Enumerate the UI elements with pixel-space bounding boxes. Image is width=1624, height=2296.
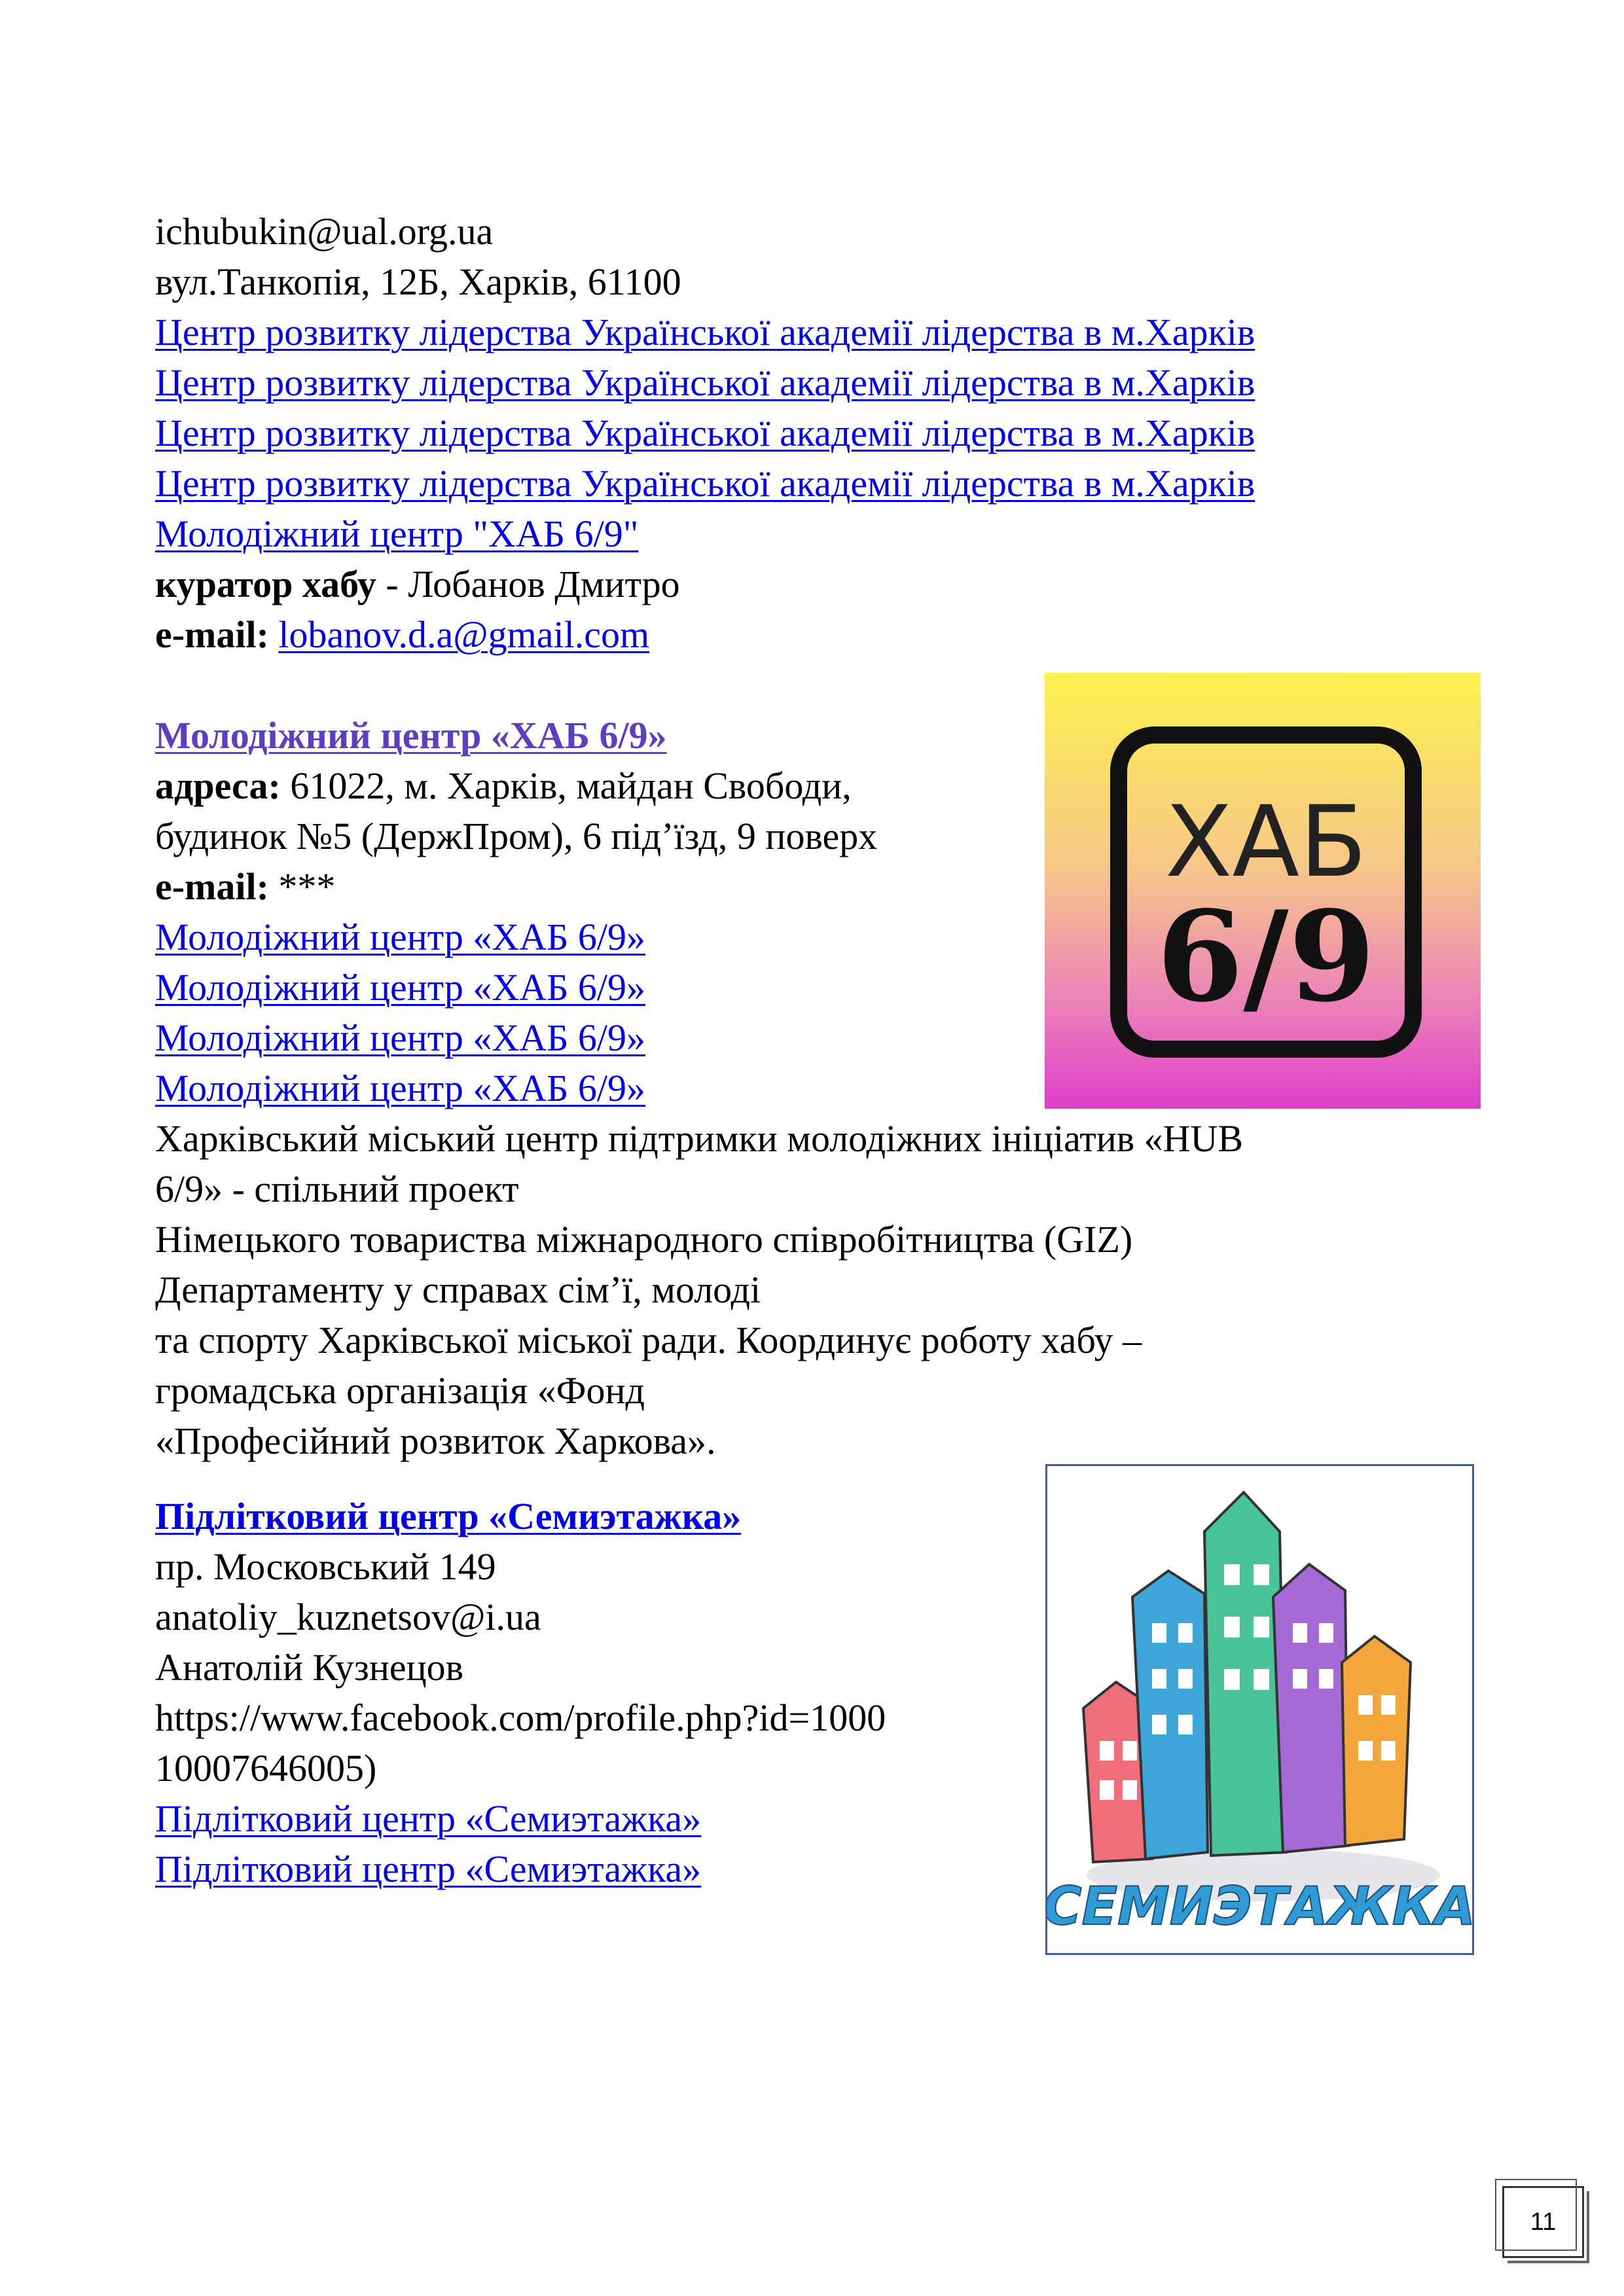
hub-description-line: Німецького товариства міжнародного співробітництва (GIZ) bbox=[155, 1218, 1133, 1261]
hub-address-label: адреса: bbox=[155, 764, 281, 807]
teen-center-url-line2: 10007646005) bbox=[155, 1747, 377, 1789]
hub-email-label: e-mail: bbox=[155, 865, 269, 908]
teen-center-email: anatoliy_kuznetsov@i.ua bbox=[155, 1596, 541, 1638]
hub-address-value: 61022, м. Харків, майдан Свободи, bbox=[280, 764, 852, 807]
hub-description-line: «Професійний розвиток Харкова». bbox=[155, 1420, 716, 1462]
hub-description-line: громадська організація «Фонд bbox=[155, 1369, 645, 1412]
teen-center-title: Підлітковий центр «Семиэтажка» bbox=[155, 1495, 742, 1537]
curator-label: куратор хабу bbox=[155, 563, 376, 605]
hub-description-line: та спорту Харківської міської ради. Координує роботу хабу – bbox=[155, 1319, 1142, 1361]
teen-center-url-line1: https://www.facebook.com/profile.php?id=1000 bbox=[155, 1696, 886, 1739]
hub-email-line bbox=[155, 862, 335, 912]
teen-center-address: пр. Московський 149 bbox=[155, 1545, 496, 1588]
teen-center-person: Анатолій Кузнецов bbox=[155, 1646, 464, 1689]
hub-title-link[interactable] bbox=[155, 714, 667, 757]
leadership-center-link[interactable]: Центр розвитку лідерства Української академії лідерства в м.Харків bbox=[155, 462, 1255, 505]
hub-title: Молодіжний центр «ХАБ 6/9» bbox=[155, 714, 667, 757]
hub-link[interactable]: Молодіжний центр «ХАБ 6/9» bbox=[155, 1016, 646, 1059]
teen-center-logo bbox=[1045, 1464, 1474, 1955]
hub-description-line: 6/9» - спільний проект bbox=[155, 1168, 519, 1210]
hub-link[interactable]: Молодіжний центр «ХАБ 6/9» bbox=[155, 966, 646, 1009]
hub-description-line: Департаменту у справах сім’ї, молоді bbox=[155, 1268, 761, 1311]
hub-address-line bbox=[155, 761, 852, 811]
leadership-center-link[interactable]: Центр розвитку лідерства Української академії лідерства в м.Харків bbox=[155, 361, 1255, 404]
contact-email-text: ichubukin@ual.org.ua bbox=[155, 210, 494, 253]
hub-link[interactable]: Молодіжний центр «ХАБ 6/9» bbox=[155, 1067, 646, 1109]
hub-description-line: Харківський міський центр підтримки молодіжних ініціатив «HUB bbox=[155, 1117, 1244, 1160]
curator-value: - Лобанов Дмитро bbox=[376, 563, 680, 605]
hub-link[interactable]: Молодіжний центр «ХАБ 6/9» bbox=[155, 916, 646, 958]
curator-line bbox=[155, 560, 680, 609]
hub-logo bbox=[1045, 673, 1481, 1109]
hub-logo-line1: ХАБ bbox=[1164, 785, 1367, 899]
curator-email-link[interactable]: lobanov.d.a@gmail.com bbox=[278, 613, 650, 656]
hub-logo-line2: 6/9 bbox=[1157, 884, 1375, 1030]
address-text: вул.Танкопія, 12Б, Харків, 61100 bbox=[155, 260, 681, 303]
teen-center-link[interactable]: Підлітковий центр «Семиэтажка» bbox=[155, 1848, 702, 1890]
email-label: e-mail: bbox=[155, 613, 269, 656]
hub-logo-graphic bbox=[1045, 673, 1481, 1109]
hub-email-value: *** bbox=[268, 865, 336, 908]
page-number: 11 bbox=[1530, 2208, 1557, 2236]
hub-center-link[interactable]: Молодіжний центр "ХАБ 6/9" bbox=[155, 512, 639, 555]
teen-center-logo-text: СЕМИЭТАЖКА bbox=[1047, 1876, 1472, 1937]
teen-center-title-link[interactable] bbox=[155, 1495, 741, 1537]
teen-center-link[interactable]: Підлітковий центр «Семиэтажка» bbox=[155, 1797, 702, 1840]
buildings-logo-graphic bbox=[1047, 1466, 1472, 1953]
page-number-box bbox=[1502, 2186, 1584, 2258]
email-line bbox=[155, 610, 649, 660]
leadership-center-link[interactable]: Центр розвитку лідерства Української академії лідерства в м.Харків bbox=[155, 311, 1255, 353]
hub-address-line2: будинок №5 (ДержПром), 6 під’їзд, 9 поверх bbox=[155, 815, 878, 857]
leadership-center-link[interactable]: Центр розвитку лідерства Української академії лідерства в м.Харків bbox=[155, 412, 1255, 454]
